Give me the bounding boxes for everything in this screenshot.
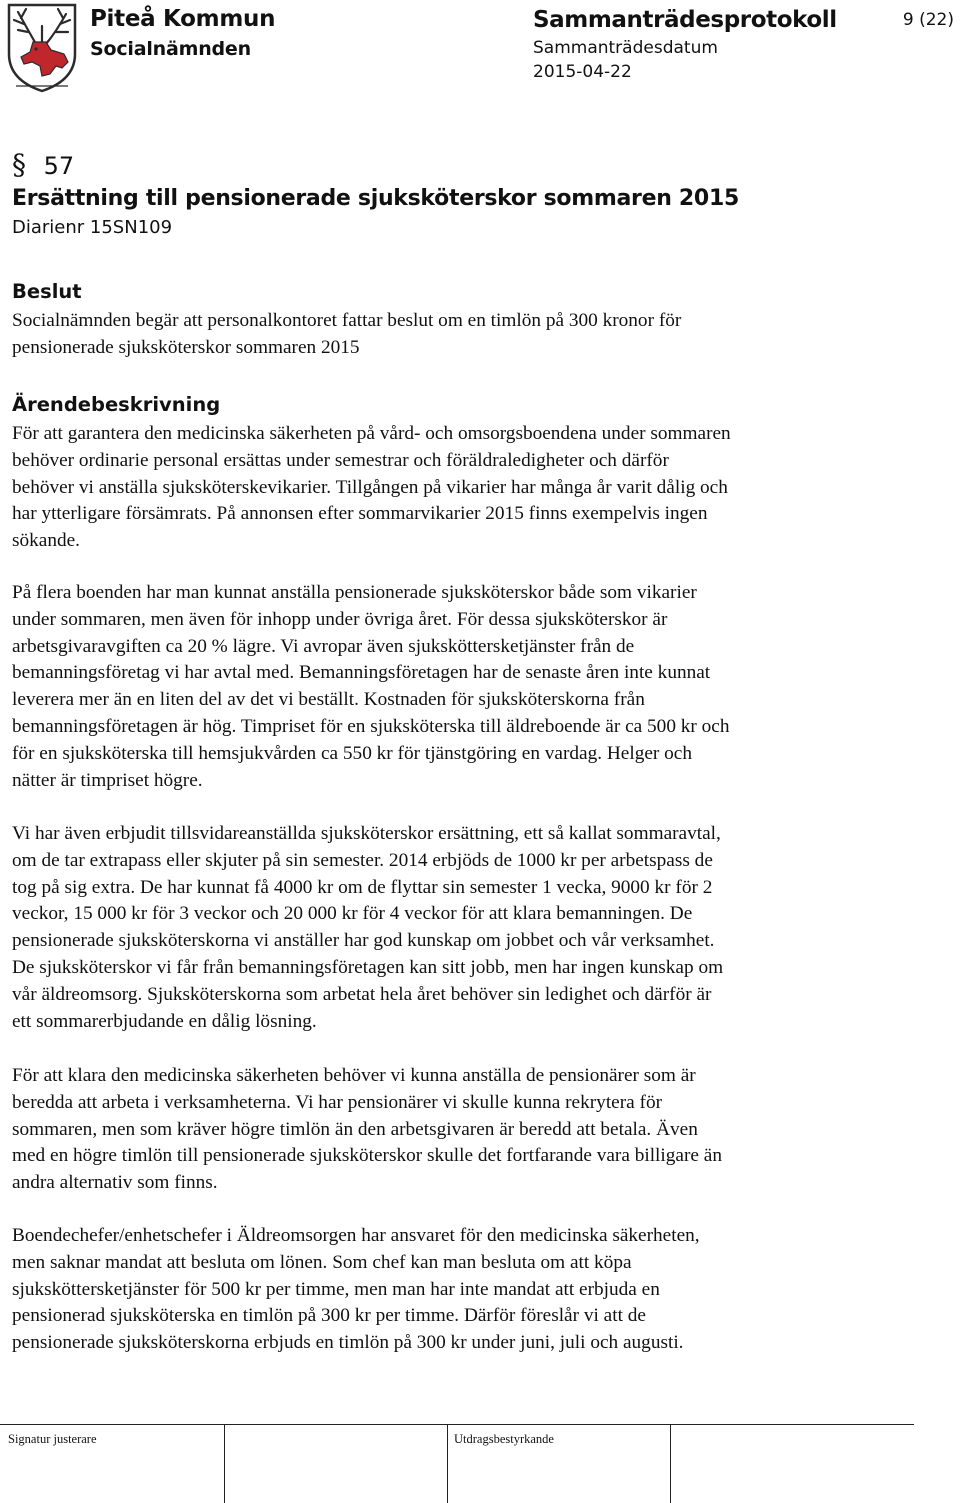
text-line: med en högre timlön till pensionerade sjuksköterskor skulle det fortfarande vara billigare än	[12, 1145, 722, 1167]
text-line: men saknar mandat att besluta om lönen. Som chef kan man besluta om att köpa	[12, 1251, 632, 1273]
text-line: På flera boenden har man kunnat anställa pensionerade sjuksköterskor både som vikarier	[12, 582, 697, 603]
text-line: nätter är timpriset högre.	[12, 769, 203, 791]
text-line: sökande.	[12, 530, 81, 552]
text-line: behöver ordinarie personal ersättas under semestrar och föräldraledigheter och därför	[12, 449, 669, 471]
paragraph-1	[12, 421, 952, 555]
board-name: Socialnämnden	[90, 38, 251, 60]
text-line: pensionerade sjuksköterskor sommaren 2015	[12, 336, 360, 358]
reindeer-coat-of-arms-icon	[6, 2, 78, 94]
text-line: För att garantera den medicinska säkerheten på vård- och omsorgsboendena under sommaren	[12, 423, 731, 444]
text-line: Boendechefer/enhetschefer i Äldreomsorgen har ansvaret för den medicinska säkerheten,	[12, 1225, 700, 1246]
text-line: sommaren, men som kräver högre timlön än den arbetsgivaren är beredd att betala. Även	[12, 1118, 698, 1140]
text-line: beredda att arbeta i verksamheterna. Vi har pensionärer vi skulle kunna rekrytera för	[12, 1091, 663, 1113]
text-line: sjuksköttersketjänster för 500 kr per timme, men man har inte mandat att erbjuda en	[12, 1278, 660, 1300]
signature-table	[0, 1424, 914, 1503]
case-number	[12, 150, 74, 181]
text-line: under sommaren, men även för inhopp under övriga året. För dessa sjuksköterskor är	[12, 608, 668, 630]
document-title: Sammanträdesprotokoll	[533, 7, 837, 33]
text-line: bemanningsföretag vi har avtal med. Bemanningsföretagen har de senaste åren inte kunnat	[12, 662, 711, 684]
organization-block	[90, 4, 275, 64]
signature-divider	[224, 1424, 225, 1503]
case-number-value: 57	[43, 152, 75, 180]
text-line: för en sjuksköterska till hemsjukvården ca 550 kr för tjänstgöring en vardag. Helger och	[12, 742, 693, 764]
page-number: 9 (22)	[902, 10, 954, 30]
text-line: om de tar extrapass eller skjuter på sin semester. 2014 erbjöds de 1000 kr per arbetspass de	[12, 849, 713, 871]
text-line: vår äldreomsorg. Sjuksköterskorna som arbetat hela året behöver sin ledighet och därför är	[12, 983, 712, 1005]
text-line: andra alternativ som finns.	[12, 1172, 218, 1194]
text-line: ett sommarerbjudande en dålig lösning.	[12, 1010, 317, 1032]
text-line: har ytterligare försämrats. På annonsen efter sommarvikarier 2015 finns exempelvis ingen	[12, 503, 708, 525]
signature-divider	[447, 1424, 448, 1503]
text-line: leverera mer än en liten del av det vi beställt. Kostnaden för sjuksköterskorna från	[12, 689, 645, 711]
signature-divider	[670, 1424, 671, 1503]
signature-label: Signatur justerare	[8, 1432, 97, 1446]
text-line: pensionerade sjuksköterskorna vi anställer har god kunskap om jobbet och vår verksamhet.	[12, 930, 715, 952]
text-line: För att klara den medicinska säkerheten behöver vi kunna anställa de pensionärer som är	[12, 1065, 696, 1086]
certification-label: Utdragsbestyrkande	[454, 1432, 554, 1446]
paragraph-5	[12, 1223, 952, 1357]
text-line: behöver vi anställa sjuksköterskevikarier. Tillgången på vikarier har många år varit dålig och	[12, 476, 728, 498]
meeting-date-label: Sammanträdesdatum	[533, 38, 718, 58]
text-line: Socialnämnden begär att personalkontoret fattar beslut om en timlön på 300 kronor för	[12, 310, 682, 331]
signature-table-border	[0, 1424, 914, 1425]
text-line: pensionerad sjuksköterska en timlön på 300 kr per timme. Därför föreslår vi att de	[12, 1305, 646, 1327]
arendebeskrivning-heading: Ärendebeskrivning	[12, 393, 221, 416]
text-line: De sjuksköterskor vi får från bemanningsföretagen kan sitt jobb, men har ingen kunskap om	[12, 956, 724, 978]
section-sign: §	[12, 148, 26, 181]
org-name: Piteå Kommun	[90, 6, 276, 32]
text-line: Vi har även erbjudit tillsvidareanställda sjuksköterskor ersättning, ett så kallat sommaravtal,	[12, 823, 721, 844]
protocol-header	[533, 4, 837, 84]
text-line: tog på sig extra. De har kunnat få 4000 kr om de flyttar sin semester 1 vecka, 9000 kr för 2	[12, 876, 713, 898]
paragraph-4	[12, 1063, 952, 1197]
text-line: pensionerade sjuksköterskorna erbjuds en timlön på 300 kr under juni, juli och augusti.	[12, 1332, 684, 1354]
beslut-heading: Beslut	[12, 280, 82, 303]
paragraph-2	[12, 580, 952, 794]
text-line: bemanningsföretagen är hög. Timpriset för en sjuksköterska till äldreboende är ca 500 kr och	[12, 715, 730, 737]
paragraph-3	[12, 821, 952, 1035]
text-line: veckor, 15 000 kr för 3 veckor och 20 000 kr för 4 veckor för att klara bemanningen. De	[12, 903, 693, 925]
diary-number: Diarienr 15SN109	[12, 217, 173, 238]
case-title: Ersättning till pensionerade sjuksköterskor sommaren 2015	[12, 186, 739, 211]
meeting-date-value: 2015-04-22	[533, 62, 632, 82]
text-line: arbetsgivaravgiften ca 20 % lägre. Vi avropar även sjuksköttersketjänster från de	[12, 635, 635, 657]
beslut-text	[12, 308, 952, 362]
